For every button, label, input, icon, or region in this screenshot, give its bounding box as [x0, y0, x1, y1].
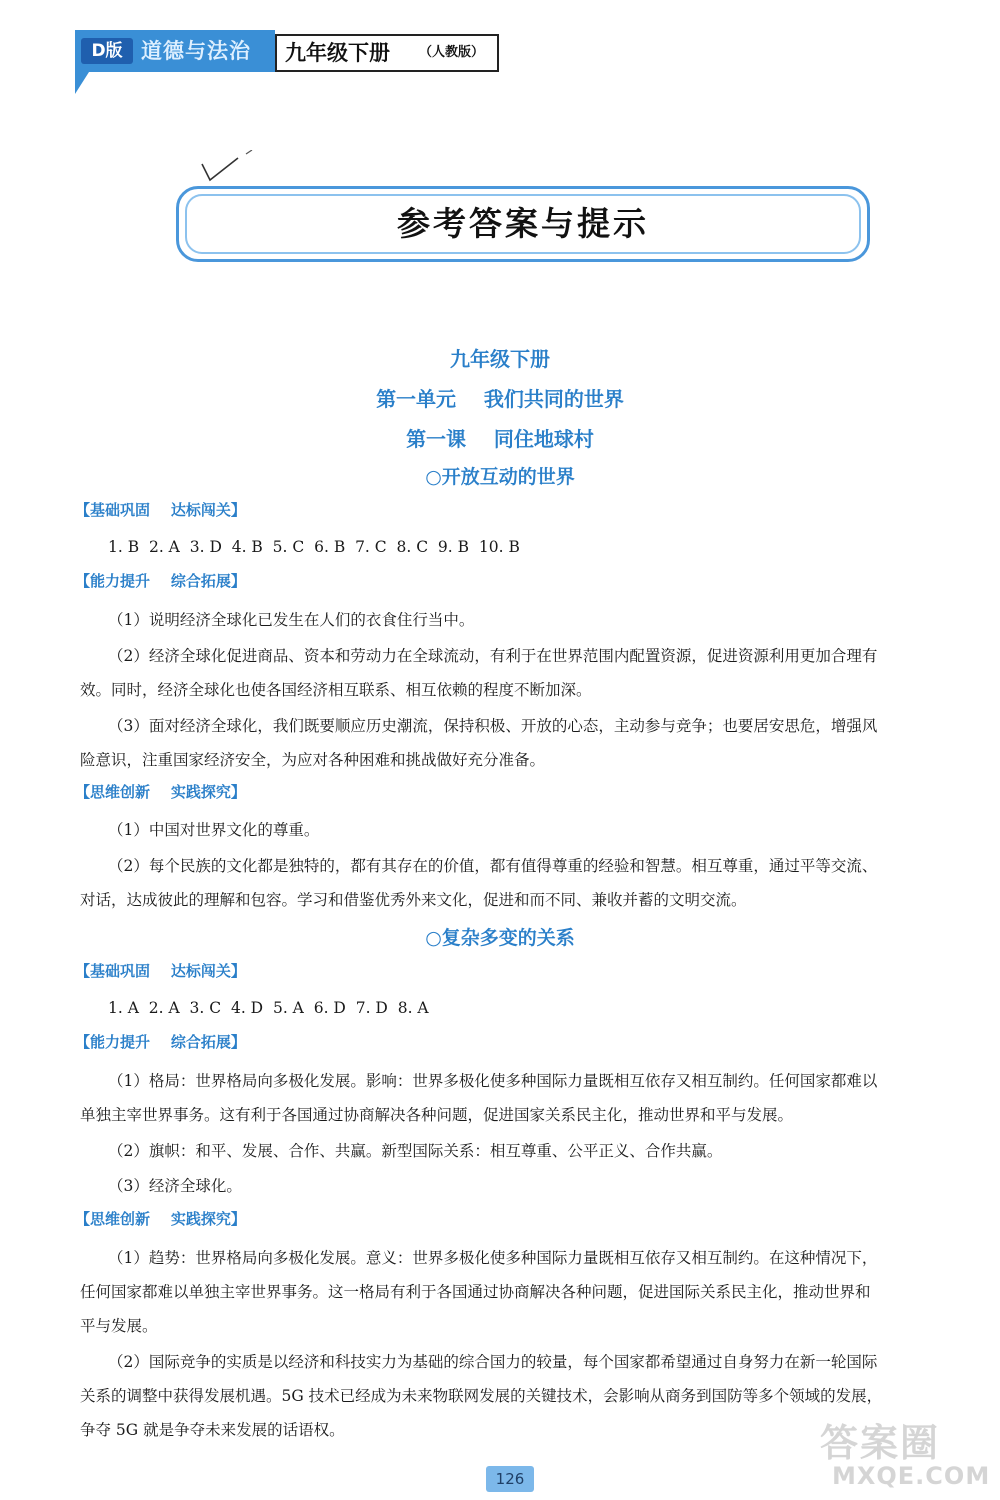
answer-key: 1. A 2. A 3. C 4. D 5. A 6. D 7. D 8. A	[108, 999, 429, 1017]
page-title: 参考答案与提示	[397, 204, 649, 243]
check-mark-icon	[198, 150, 268, 190]
answer-line: （1）说明经济全球化已发生在人们的衣食住行当中。	[108, 611, 475, 629]
page-number: 126	[486, 1466, 534, 1492]
subject-label: 道德与法治	[141, 39, 251, 63]
section-tag-basic: 【基础巩固 达标闯关】	[75, 962, 246, 980]
answer-line: （2）每个民族的文化都是独特的，都有其存在的价值，都有值得尊重的经验和智慧。相互尊重，通过平等交流、	[108, 857, 878, 875]
header-tail	[75, 72, 89, 94]
answer-line: （2）经济全球化促进商品、资本和劳动力在全球流动，有利于在世界范围内配置资源，促进资源利用更加合理有	[108, 647, 878, 665]
unit-heading: 第一单元 我们共同的世界	[376, 387, 624, 411]
answer-line: 任何国家都难以单独主宰世界事务。这一格局有利于各国通过协商解决各种问题，促进国际关系民主化，推动世界和	[80, 1283, 871, 1301]
title-box	[176, 186, 870, 262]
answer-line: 险意识，注重国家经济安全，为应对各种困难和挑战做好充分准备。	[80, 751, 546, 769]
grade-label: 九年级下册	[285, 41, 390, 65]
publisher-label: （人教版）	[419, 45, 485, 60]
section-tag-ability: 【能力提升 综合拓展】	[75, 1033, 246, 1051]
watermark-url: MXQE.COM	[832, 1462, 991, 1490]
section-tag-thinking: 【思维创新 实践探究】	[75, 1210, 246, 1228]
watermark	[800, 1412, 995, 1494]
section-tag-basic: 【基础巩固 达标闯关】	[75, 501, 246, 519]
answer-line: （1）格局：世界格局向多极化发展。影响：世界多极化使多种国际力量既相互依存又相互制约。任何国家都难以	[108, 1072, 878, 1090]
answer-line: （1）中国对世界文化的尊重。	[108, 821, 320, 839]
edition-badge: D版	[81, 38, 133, 64]
answer-line: （3）面对经济全球化，我们既要顺应历史潮流，保持积极、开放的心态，主动参与竞争；也要居安思危，增强风	[108, 717, 878, 735]
answer-line: 平与发展。	[80, 1317, 158, 1335]
header-banner	[75, 30, 500, 72]
lesson-heading: 第一课 同住地球村	[406, 427, 594, 451]
grade-box	[275, 34, 499, 72]
answer-line: 争夺 5G 就是争夺未来发展的话语权。	[80, 1421, 345, 1439]
section-title: ○开放互动的世界	[425, 466, 575, 488]
section-title: ○复杂多变的关系	[425, 927, 575, 949]
section-tag-thinking: 【思维创新 实践探究】	[75, 783, 246, 801]
answer-line: （2）旗帜：和平、发展、合作、共赢。新型国际关系：相互尊重、公平正义、合作共赢。	[108, 1142, 723, 1160]
section-tag-ability: 【能力提升 综合拓展】	[75, 572, 246, 590]
answer-line: 效。同时，经济全球化也使各国经济相互联系、相互依赖的程度不断加深。	[80, 681, 592, 699]
answer-line: 对话，达成彼此的理解和包容。学习和借鉴优秀外来文化，促进和而不同、兼收并蓄的文明交流。	[80, 891, 747, 909]
answer-line: 单独主宰世界事务。这有利于各国通过协商解决各种问题，促进国家关系民主化，推动世界和平与发展。	[80, 1106, 794, 1124]
answer-key: 1. B 2. A 3. D 4. B 5. C 6. B 7. C 8. C 9. B 10. B	[108, 538, 520, 556]
answer-line: （2）国际竞争的实质是以经济和科技实力为基础的综合国力的较量，每个国家都希望通过自身努力在新一轮国际	[108, 1353, 878, 1371]
answer-line: （3）经济全球化。	[108, 1177, 242, 1195]
answer-line: （1）趋势：世界格局向多极化发展。意义：世界多极化使多种国际力量既相互依存又相互制约。在这种情况下，	[108, 1249, 878, 1267]
answer-line: 关系的调整中获得发展机遇。5G 技术已经成为未来物联网发展的关键技术，会影响从商务到国防等多个领域的发展，	[80, 1387, 883, 1405]
grade-heading: 九年级下册	[450, 347, 550, 371]
watermark-logo-text: 答案圈	[820, 1421, 941, 1465]
